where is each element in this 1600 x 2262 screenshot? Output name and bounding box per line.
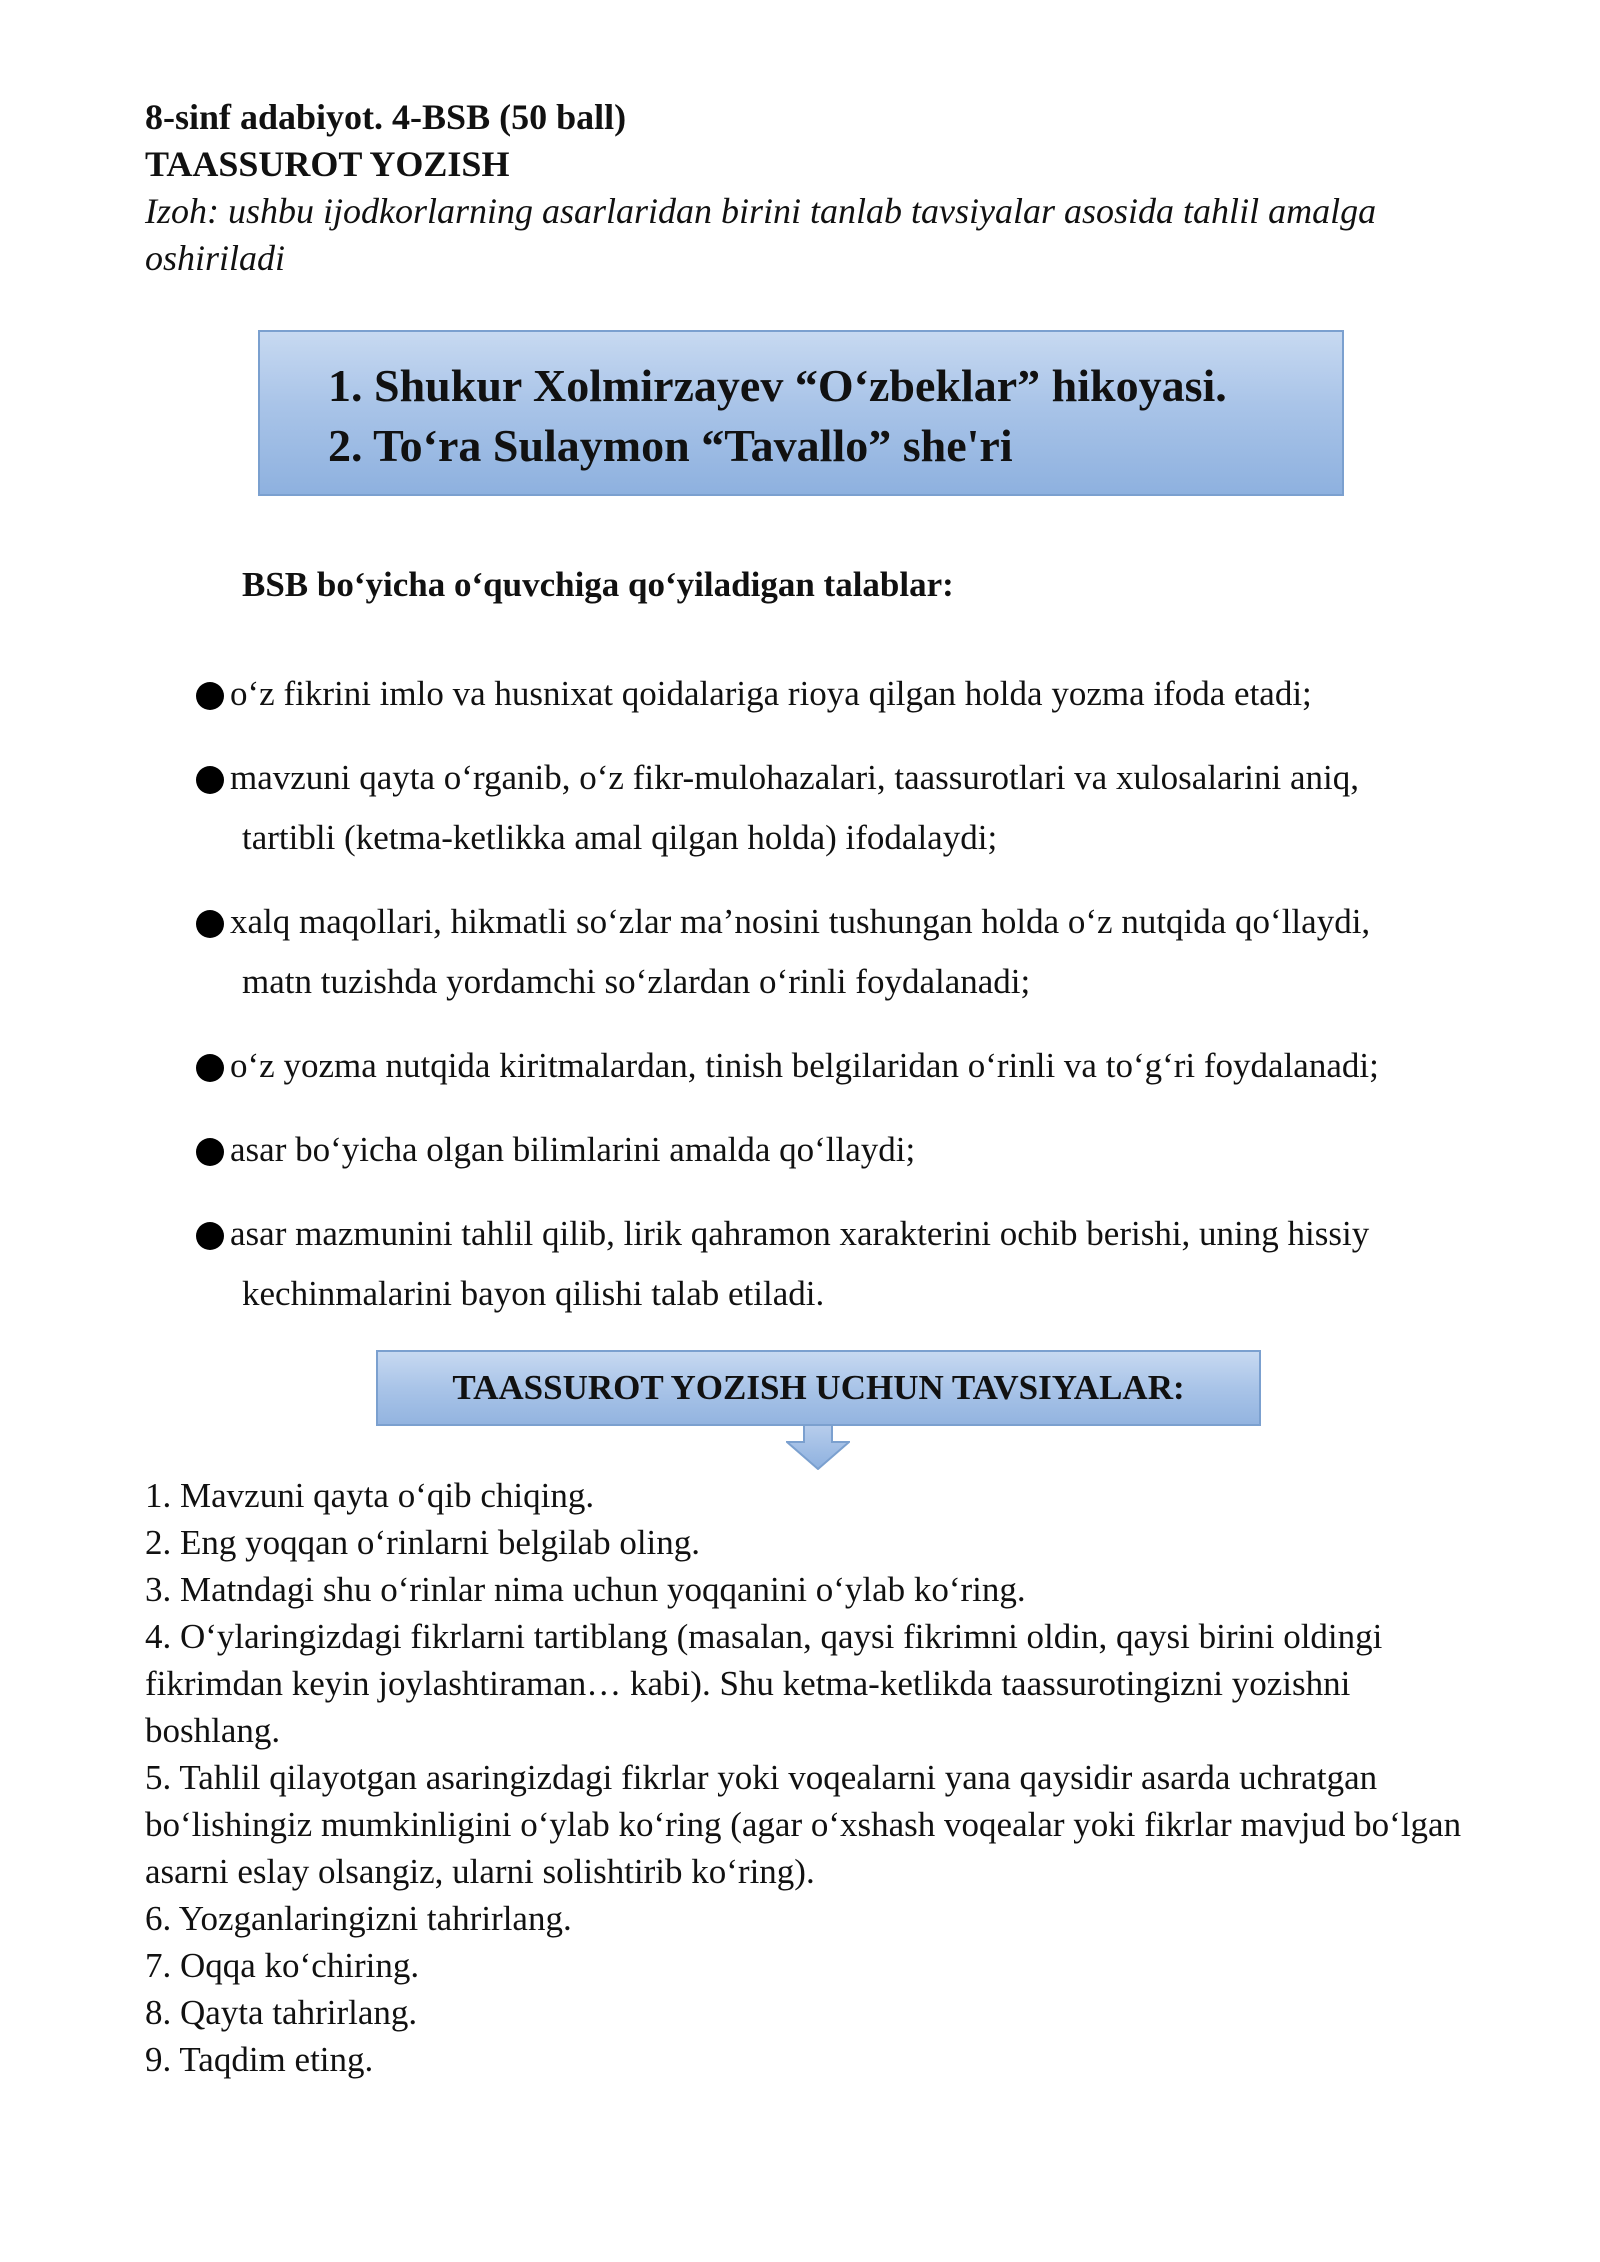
tip-item: 2. Eng yoqqan o‘rinlarni belgilab oling. bbox=[145, 1523, 701, 1562]
requirement-line: xalq maqollari, hikmatli so‘zlar ma’nosini tushungan holda o‘z nutqida qo‘llaydi, bbox=[230, 902, 1371, 941]
tips-title: TAASSUROT YOZISH UCHUN TAVSIYALAR: bbox=[452, 1368, 1185, 1407]
requirement-item bbox=[192, 748, 1502, 868]
requirement-line-continued: matn tuzishda yordamchi so‘zlardan o‘rinli foydalanadi; bbox=[242, 962, 1031, 1001]
document-header bbox=[145, 94, 1485, 282]
bullet-icon bbox=[196, 910, 224, 938]
tips-title-box bbox=[376, 1350, 1261, 1426]
work-item: 1. Shukur Xolmirzayev “O‘zbeklar” hikoyasi. bbox=[328, 360, 1227, 411]
bullet-icon bbox=[196, 1054, 224, 1082]
tip-item: 1. Mavzuni qayta o‘qib chiqing. bbox=[145, 1476, 595, 1515]
tips-list bbox=[145, 1472, 1490, 2083]
requirement-line-continued: kechinmalarini bayon qilishi talab etiladi. bbox=[242, 1274, 825, 1313]
requirement-item bbox=[192, 664, 1502, 724]
requirement-item bbox=[192, 1204, 1502, 1324]
requirement-item bbox=[192, 1036, 1502, 1096]
requirements-list bbox=[192, 664, 1502, 1348]
bullet-icon bbox=[196, 1222, 224, 1250]
tip-item: 8. Qayta tahrirlang. bbox=[145, 1993, 418, 2032]
down-arrow-icon bbox=[786, 1424, 850, 1470]
bullet-icon bbox=[196, 1138, 224, 1166]
requirement-line: o‘z fikrini imlo va husnixat qoidalariga rioya qilgan holda yozma ifoda etadi; bbox=[230, 674, 1312, 713]
requirement-line: o‘z yozma nutqida kiritmalardan, tinish belgilaridan o‘rinli va to‘g‘ri foydalanadi; bbox=[230, 1046, 1379, 1085]
bullet-icon bbox=[196, 766, 224, 794]
requirement-line: mavzuni qayta o‘rganib, o‘z fikr-mulohazalari, taassurotlari va xulosalarini aniq, bbox=[230, 758, 1359, 797]
requirements-title: BSB bo‘yicha o‘quvchiga qo‘yiladigan talablar: bbox=[242, 565, 954, 604]
requirement-item bbox=[192, 892, 1502, 1012]
tip-item: 3. Matndagi shu o‘rinlar nima uchun yoqqanini o‘ylab ko‘ring. bbox=[145, 1570, 1026, 1609]
tip-item: 9. Taqdim eting. bbox=[145, 2040, 374, 2079]
tip-item: 7. Oqqa ko‘chiring. bbox=[145, 1946, 420, 1985]
requirement-line-continued: tartibli (ketma-ketlikka amal qilgan holda) ifodalaydi; bbox=[242, 818, 998, 857]
tip-item: 6. Yozganlaringizni tahrirlang. bbox=[145, 1899, 572, 1938]
requirement-line: asar mazmunini tahlil qilib, lirik qahramon xarakterini ochib berishi, uning hissiy bbox=[230, 1214, 1370, 1253]
header-subject-line: 8-sinf adabiyot. 4-BSB (50 ball) bbox=[145, 97, 627, 137]
header-note: Izoh: ushbu ijodkorlarning asarlaridan birini tanlab tavsiyalar asosida tahlil amalga oshiriladi bbox=[145, 191, 1377, 278]
requirement-line: asar bo‘yicha olgan bilimlarini amalda qo‘llaydi; bbox=[230, 1130, 916, 1169]
requirement-item bbox=[192, 1120, 1502, 1180]
header-assignment-title: TAASSUROT YOZISH bbox=[145, 144, 510, 184]
tip-item: 5. Tahlil qilayotgan asaringizdagi fikrlar yoki voqealarni yana qaysidir asarda uchratgan bo‘lishingiz mumkinligini o‘ylab ko‘ring (agar o‘xshash voqealar yoki fikrlar mavjud bo‘lgan asarni eslay olsangiz, ularni solishtirib ko‘ring). bbox=[145, 1758, 1462, 1891]
work-item: 2. To‘ra Sulaymon “Tavallo” she'ri bbox=[328, 420, 1013, 471]
bullet-icon bbox=[196, 682, 224, 710]
tip-item: 4. O‘ylaringizdagi fikrlarni tartiblang (masalan, qaysi fikrimni oldin, qaysi birini oldingi fikrimdan keyin joylashtiraman… kabi). Shu ketma-ketlikda taassurotingizni yozishni boshlang. bbox=[145, 1617, 1383, 1750]
works-box bbox=[258, 330, 1344, 496]
